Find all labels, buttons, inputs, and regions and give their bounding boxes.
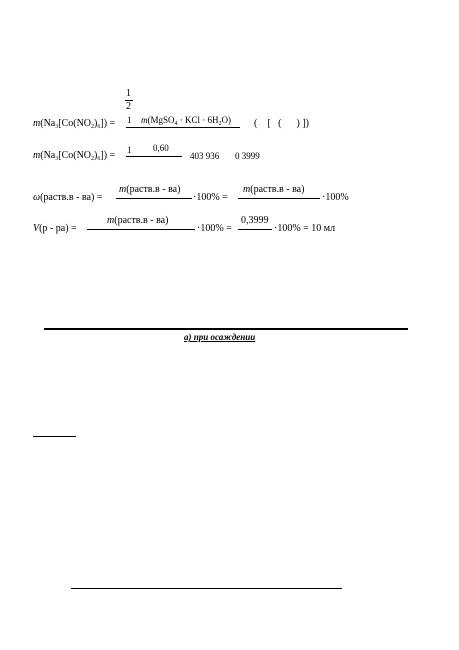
eq1-brackets: ( [ ( ) ]) — [254, 118, 309, 129]
eq1-rhs-sub5: 2 — [218, 121, 222, 127]
eq1-rhs-a: (MgSO — [147, 115, 175, 125]
eq1-rhs-line — [126, 127, 240, 128]
eq2-lhs-d: ]) = — [100, 150, 116, 161]
eq1-lhs-b: [Co(NO — [58, 118, 92, 129]
eq2-lhs-m: m — [33, 150, 41, 161]
short-rule — [33, 436, 76, 437]
eq3-num1 — [119, 185, 180, 195]
eq1-lhs-c: ) — [94, 118, 98, 129]
eq1-lhs-d: ]) = — [100, 118, 116, 129]
eq2-lhs-sub2: 2 — [91, 156, 95, 162]
eq1-rhs-b: · KCl · 6H — [177, 115, 219, 125]
eq2-lhs-a: (Na — [40, 150, 56, 161]
eq1-lhs-sub2: 2 — [91, 124, 95, 130]
eq1-lhs — [33, 119, 115, 130]
eq3-num1-text: (раств.в - ва) — [126, 184, 181, 195]
eq3-lhs — [33, 193, 102, 203]
eq2-lhs — [33, 151, 115, 162]
eq2-line — [126, 156, 182, 157]
eq1-frac-bottom: 2 — [126, 101, 131, 112]
eq2-lhs-sub3: 6 — [97, 156, 101, 162]
eq1-lhs-sub3: 6 — [97, 124, 101, 130]
eq1-lhs-sub1: 3 — [55, 124, 59, 130]
eq1-rhs — [141, 116, 231, 127]
eq2-val2: 403 936 — [190, 151, 220, 161]
eq1-lhs-m: m — [33, 118, 41, 129]
eq1-rhs-c: O) — [221, 115, 232, 125]
eq3-line1 — [116, 198, 192, 199]
eq4-num-text: (раств.в - ва) — [114, 215, 169, 226]
eq4-line1 — [87, 229, 195, 230]
eq3-omega: ω — [33, 192, 41, 203]
eq2-coef: 1 — [127, 145, 132, 155]
eq1-rhs-m: m — [141, 115, 148, 125]
eq4-line2 — [238, 229, 272, 230]
section-heading: а) при осаждении — [184, 332, 256, 342]
eq2-val3: 0 3999 — [235, 151, 260, 161]
eq4-num2: 0,3999 — [241, 215, 269, 226]
eq4-num — [107, 216, 168, 226]
eq3-num1-m: m — [119, 184, 127, 195]
eq4-result: ·100% = 10 мл — [274, 223, 336, 234]
eq4-lhs-text: (р - ра) = — [39, 223, 77, 234]
eq3-num2-m: m — [243, 184, 251, 195]
eq2-value: 0,60 — [153, 143, 169, 153]
eq1-coef: 1 — [127, 115, 132, 125]
eq1-lhs-a: (Na — [40, 118, 56, 129]
eq3-mult2: ·100% — [322, 192, 349, 203]
eq4-v: V — [33, 223, 40, 234]
eq2-lhs-sub1: 3 — [55, 156, 59, 162]
eq3-mult1: ·100% = — [193, 192, 228, 203]
section-top-rule — [44, 328, 408, 330]
eq3-lhs-text: (раств.в - ва) = — [40, 192, 103, 203]
bottom-rule — [71, 588, 342, 589]
eq2-lhs-b: [Co(NO — [58, 150, 92, 161]
eq1-rhs-sub4: 4 — [174, 121, 178, 127]
eq3-num2-text: (раств.в - ва) — [250, 184, 305, 195]
eq3-line2 — [238, 198, 320, 199]
eq3-num2 — [243, 185, 304, 195]
eq4-mult1: ·100% = — [197, 223, 232, 234]
eq4-lhs — [33, 224, 77, 234]
eq1-frac-top: 1 — [126, 88, 131, 99]
eq2-lhs-c: ) — [94, 150, 98, 161]
eq4-num-m: m — [107, 215, 115, 226]
